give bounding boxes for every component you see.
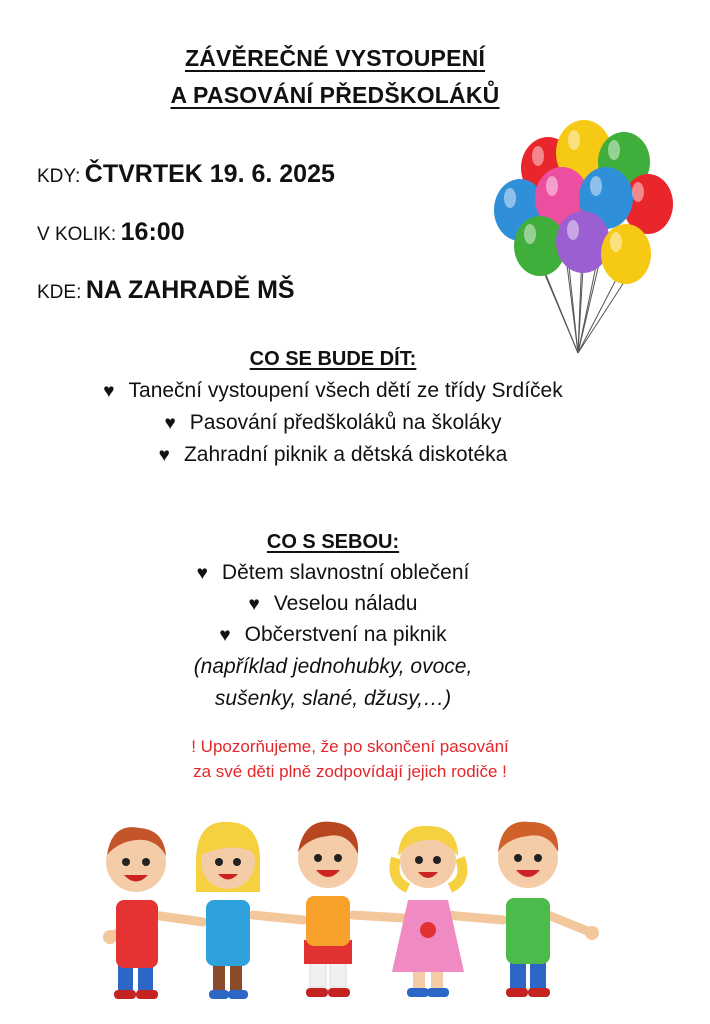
info-when — [37, 160, 335, 189]
children-holding-hands-illustration — [78, 800, 618, 1000]
program-item — [0, 411, 666, 435]
title-line-1: ZÁVĚREČNÉ VYSTOUPENÍ — [184, 45, 486, 71]
bring-item-text: Veselou náladu — [273, 592, 418, 615]
program-item-text: Zahradní piknik a dětská diskotéka — [183, 443, 508, 466]
kid-3 — [298, 822, 358, 997]
bring-note-line-2: sušenky, slané, džusy,…) — [214, 687, 452, 710]
title-line-2: A PASOVÁNÍ PŘEDŠKOLÁKŮ — [170, 82, 500, 108]
heart-icon: ♥ — [164, 413, 176, 434]
time-label: V KOLIK: — [37, 224, 117, 245]
bring-note-line-1: (například jednohubky, ovoce, — [193, 655, 473, 678]
warning-line-2: za své děti plně zodpovídají jejich rodiče ! — [193, 762, 507, 781]
program-item-text: Taneční vystoupení všech dětí ze třídy Srdíček — [128, 379, 563, 402]
info-time — [37, 218, 185, 247]
bring-item — [0, 623, 666, 647]
balloons-illustration — [488, 118, 683, 363]
program-item — [0, 443, 666, 467]
program-item — [0, 379, 666, 403]
bring-heading: CO S SEBOU: — [266, 531, 400, 553]
place-value: NA ZAHRADĚ MŠ — [85, 276, 295, 304]
place-label: KDE: — [37, 282, 82, 303]
when-value: ČTVRTEK 19. 6. 2025 — [84, 160, 335, 188]
kid-2 — [196, 822, 260, 999]
program-item-text: Pasování předškoláků na školáky — [189, 411, 502, 434]
heart-icon: ♥ — [196, 563, 208, 584]
heart-icon: ♥ — [219, 625, 231, 646]
bring-item — [0, 561, 666, 585]
time-value: 16:00 — [120, 218, 185, 246]
bring-item-text: Dětem slavnostní oblečení — [221, 561, 470, 584]
heart-icon: ♥ — [248, 594, 260, 615]
kid-5 — [498, 822, 558, 997]
bring-item — [0, 592, 666, 616]
heart-icon: ♥ — [158, 445, 170, 466]
kid-1 — [106, 827, 166, 999]
info-place — [37, 276, 295, 305]
bring-item-text: Občerstvení na piknik — [244, 623, 447, 646]
heart-icon: ♥ — [103, 381, 115, 402]
program-heading: CO SE BUDE DÍT: — [249, 348, 417, 370]
when-label: KDY: — [37, 166, 81, 187]
warning-line-1: ! Upozorňujeme, že po skončení pasování — [191, 737, 509, 756]
